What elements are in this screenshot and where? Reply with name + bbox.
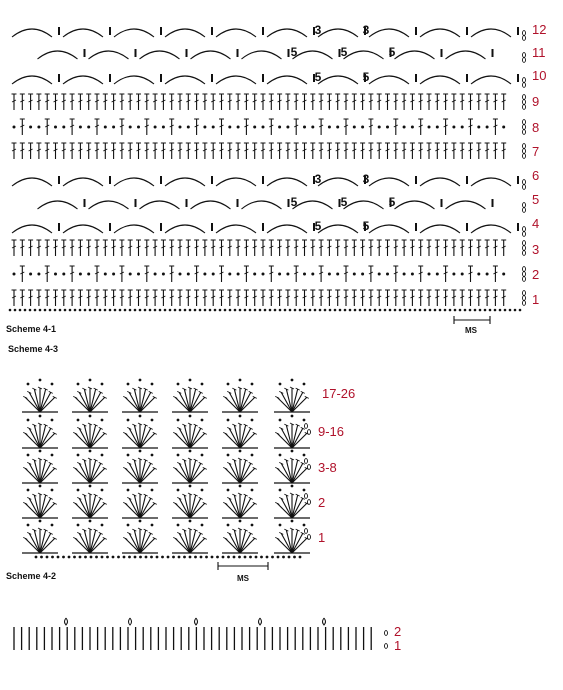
fan-stitch xyxy=(222,450,258,483)
scheme-4-3-chart xyxy=(22,379,311,570)
chain-arch xyxy=(114,225,154,233)
chain-arch xyxy=(216,29,256,37)
fan-stitch xyxy=(222,415,258,448)
chain-arch xyxy=(191,201,231,209)
chain-arch xyxy=(242,201,282,209)
chain-arch xyxy=(293,201,333,209)
chain-arch xyxy=(318,29,358,37)
chain-arch xyxy=(89,201,129,209)
chain-arch xyxy=(114,76,154,84)
fan-stitch xyxy=(22,485,58,518)
chain-arch xyxy=(395,201,435,209)
foundation-chain xyxy=(9,309,522,312)
fan-stitch xyxy=(172,415,208,448)
scheme-4-2-row-1: 1 xyxy=(394,638,402,653)
chain-arch xyxy=(12,29,52,37)
fan-stitch xyxy=(274,450,310,483)
arc-row-row_6 xyxy=(12,172,526,189)
fan-stitch xyxy=(122,485,158,518)
chain-arch xyxy=(420,225,460,233)
fan-stitch xyxy=(222,520,258,553)
chain-arch xyxy=(12,76,52,84)
arc-row-row_5 xyxy=(38,195,526,212)
chain-arch xyxy=(318,76,358,84)
scheme-4-3-caption: Scheme 4-3 xyxy=(8,344,59,354)
arc-stitch-count: 3 xyxy=(314,172,322,186)
chain-arch xyxy=(293,51,333,59)
fan-row xyxy=(22,415,311,448)
chain-arch xyxy=(267,225,307,233)
chain-arch xyxy=(446,201,486,209)
chain-arch xyxy=(267,76,307,84)
scheme-4-1-row-5: 5 xyxy=(532,192,540,207)
multiple-bracket xyxy=(454,316,490,324)
fan-row xyxy=(22,450,311,483)
arc-stitch-count: 5 xyxy=(388,45,396,59)
fan-row xyxy=(22,379,310,412)
chain-arch xyxy=(420,29,460,37)
fan-stitch xyxy=(72,415,108,448)
chain-arch xyxy=(369,178,409,186)
fan-stitch xyxy=(72,450,108,483)
chain-arch xyxy=(420,178,460,186)
fan-stitch xyxy=(72,520,108,553)
fan-stitch xyxy=(72,485,108,518)
scheme-4-3-row-1: 1 xyxy=(318,530,326,545)
picot xyxy=(129,618,132,625)
chain-arch xyxy=(369,29,409,37)
scheme-4-1-row-2: 2 xyxy=(532,267,540,282)
chain-arch xyxy=(420,76,460,84)
fan-stitch xyxy=(222,379,258,412)
chain-arch xyxy=(165,225,205,233)
chain-arch xyxy=(242,51,282,59)
arc-stitch-count: 3 xyxy=(314,23,322,37)
arc-stitch-count: 5 xyxy=(290,45,298,59)
chain-arch xyxy=(114,29,154,37)
stitch-rows xyxy=(14,618,388,650)
chain-arch xyxy=(216,178,256,186)
chain-arch xyxy=(140,51,180,59)
chain-arch xyxy=(216,76,256,84)
scheme-4-1-row-11: 11 xyxy=(532,45,546,60)
fan-stitch xyxy=(22,450,58,483)
fan-stitch xyxy=(122,415,158,448)
chain-arch xyxy=(395,51,435,59)
chain-arch xyxy=(369,76,409,84)
scheme-4-1-row-8: 8 xyxy=(532,120,540,135)
chain-arch xyxy=(344,51,384,59)
chain-arch xyxy=(140,201,180,209)
arc-row-row_12 xyxy=(12,23,526,40)
fan-stitch xyxy=(172,520,208,553)
chain-arch xyxy=(89,51,129,59)
scheme-4-3-multiple-label: MS xyxy=(237,574,249,583)
chain-arch xyxy=(471,225,511,233)
chain-arch xyxy=(318,178,358,186)
fan-stitch xyxy=(122,450,158,483)
chain-arch xyxy=(165,76,205,84)
chain-arch xyxy=(38,201,78,209)
arc-stitch-count: 3 xyxy=(362,172,370,186)
chain-arch xyxy=(318,225,358,233)
fan-stitch xyxy=(222,485,258,518)
scheme-4-1-row-9: 9 xyxy=(532,94,540,109)
arc-stitch-count: 5 xyxy=(340,195,348,209)
stitch-row xyxy=(13,119,526,135)
arc-row-row_10 xyxy=(12,70,526,87)
chain-arch xyxy=(63,76,103,84)
chain-arch xyxy=(267,29,307,37)
foundation-chain xyxy=(35,556,302,559)
chain-arch xyxy=(38,51,78,59)
chain-arch xyxy=(165,178,205,186)
arc-stitch-count: 5 xyxy=(388,195,396,209)
scheme-4-1-row-12: 12 xyxy=(532,22,547,37)
arc-stitch-count: 5 xyxy=(362,70,370,84)
chain-arch xyxy=(12,178,52,186)
fan-stitch xyxy=(22,415,58,448)
scheme-4-1-row-10: 10 xyxy=(532,68,547,83)
chain-arch xyxy=(165,29,205,37)
scheme-4-3-row-17-26: 17-26 xyxy=(322,386,356,401)
scheme-4-2-row-2: 2 xyxy=(394,624,402,639)
fan-row xyxy=(22,520,311,553)
fan-stitch xyxy=(274,415,310,448)
chain-arch xyxy=(63,29,103,37)
scheme-4-1-chart xyxy=(9,23,526,324)
arc-row-row_11 xyxy=(38,45,526,62)
arc-stitch-count: 5 xyxy=(290,195,298,209)
fan-stitch xyxy=(22,379,58,412)
chain-arch xyxy=(12,225,52,233)
stitch-row xyxy=(12,240,526,256)
arc-row-row_4 xyxy=(12,219,526,236)
chain-arch xyxy=(471,76,511,84)
stitch-row xyxy=(13,266,526,282)
fan-stitch xyxy=(22,520,58,553)
scheme-4-1-multiple-label: MS xyxy=(465,326,477,335)
chain-arch xyxy=(344,201,384,209)
scheme-4-1-row-6: 6 xyxy=(532,168,540,183)
chain-arch xyxy=(471,178,511,186)
stitch-row xyxy=(12,290,526,306)
fan-stitch xyxy=(172,379,208,412)
scheme-4-3-row-2: 2 xyxy=(318,495,326,510)
fan-stitch xyxy=(122,379,158,412)
fan-stitch xyxy=(274,485,310,518)
picot xyxy=(323,618,326,625)
chain-arch xyxy=(216,225,256,233)
chain-arch xyxy=(63,225,103,233)
multiple-bracket xyxy=(218,562,268,570)
arc-stitch-count: 5 xyxy=(314,219,322,233)
scheme-4-2-caption: Scheme 4-2 xyxy=(6,571,57,581)
arc-stitch-count: 5 xyxy=(340,45,348,59)
chain-arch xyxy=(446,51,486,59)
scheme-4-3-row-3-8: 3-8 xyxy=(318,460,337,475)
fan-row xyxy=(22,485,311,518)
chain-arch xyxy=(114,178,154,186)
chain-arch xyxy=(63,178,103,186)
fan-stitch xyxy=(274,520,310,553)
scheme-4-1-row-7: 7 xyxy=(532,144,540,159)
chain-arch xyxy=(471,29,511,37)
picot xyxy=(65,618,68,625)
chain-arch xyxy=(191,51,231,59)
picot xyxy=(195,618,198,625)
picot xyxy=(259,618,262,625)
fan-stitch xyxy=(172,485,208,518)
scheme-4-1-row-3: 3 xyxy=(532,242,540,257)
arc-stitch-count: 3 xyxy=(362,23,370,37)
fan-stitch xyxy=(122,520,158,553)
stitch-row xyxy=(12,143,526,159)
fan-stitch xyxy=(172,450,208,483)
scheme-4-1-caption: Scheme 4-1 xyxy=(6,324,57,334)
scheme-4-1-row-4: 4 xyxy=(532,216,540,231)
fan-stitch xyxy=(274,379,310,412)
chain-arch xyxy=(267,178,307,186)
chain-arch xyxy=(369,225,409,233)
fan-stitch xyxy=(72,379,108,412)
scheme-4-3-row-9-16: 9-16 xyxy=(318,424,345,439)
scheme-4-2-chart xyxy=(14,618,388,650)
arc-stitch-count: 5 xyxy=(362,219,370,233)
scheme-4-1-row-1: 1 xyxy=(532,292,540,307)
stitch-row xyxy=(12,94,526,110)
arc-stitch-count: 5 xyxy=(314,70,322,84)
